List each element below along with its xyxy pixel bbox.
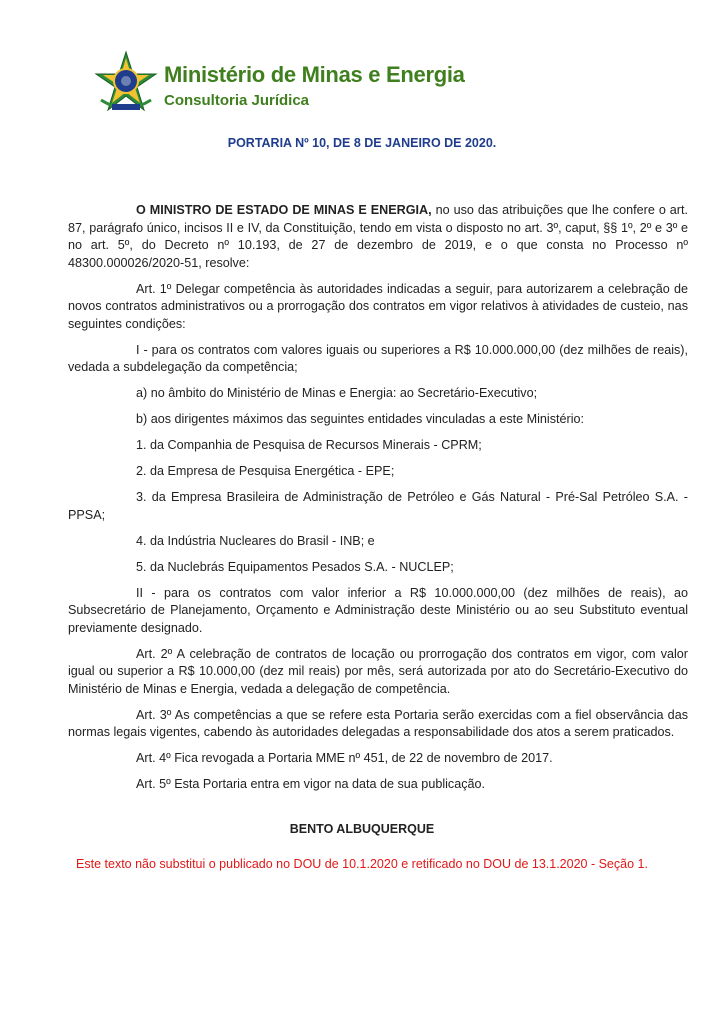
article-2: Art. 2º A celebração de contratos de locação ou prorrogação dos contratos em vigor, com valor igual ou superior a R$ 10.000,00 (dez mil reais) por mês, será autorizada por ato do Secretário-Executivo do Ministério de Minas e Energia, vedada a delegação de competência.	[68, 646, 688, 696]
article-3: Art. 3º As competências a que se refere esta Portaria serão exercidas com a fiel observância das normas legais vigentes, cabendo às autoridades delegadas a responsabilidade dos atos a serem praticados.	[68, 707, 688, 739]
org-name: Ministério de Minas e Energia	[164, 62, 465, 87]
org-subtitle: Consultoria Jurídica	[164, 92, 310, 109]
document-title: PORTARIA Nº 10, DE 8 DE JANEIRO DE 2020.	[227, 136, 497, 150]
article-1: Art. 1º Delegar competência às autoridades indicadas a seguir, para autorizarem a celebração de novos contratos administrativos ou a prorrogação dos contratos em vigor relativos à atividades de custeio, nas seguintes condições:	[68, 281, 688, 331]
inciso-2: II - para os contratos com valor inferior a R$ 10.000.000,00 (dez milhões de reais), ao Subsecretário de Planejamento, Orçamento e Administração deste Ministério ou ao seu Substituto eventual previamente designado.	[68, 585, 688, 635]
preamble-bold: O MINISTRO DE ESTADO DE MINAS E ENERGIA,	[136, 203, 432, 217]
document-header	[93, 50, 653, 130]
document-body	[68, 202, 688, 802]
brazil-coat-of-arms-icon	[93, 50, 159, 116]
signature: BENTO ALBUQUERQUE	[289, 822, 435, 836]
preamble	[68, 202, 688, 272]
preamble-text: no uso das atribuições que lhe confere o art. 87, parágrafo único, incisos II e IV, da Constituição, tendo em vista o disposto no art. 3º, caput, §§ 1º, 2º e 3º e no art. 5º, do Decreto nº 10.193, de 27 de dezembro de 2019, e o que consta no Processo nº 48300.000026/2020-51, resolve:	[68, 203, 688, 270]
article-5: Art. 5º Esta Portaria entra em vigor na data de sua publicação.	[136, 777, 486, 791]
publication-note: Este texto não substitui o publicado no DOU de 10.1.2020 e retificado no DOU de 13.1.2020 - Seção 1.	[76, 857, 648, 871]
item-4: 4. da Indústria Nucleares do Brasil - INB; e	[136, 533, 375, 548]
item-3: 3. da Empresa Brasileira de Administração de Petróleo e Gás Natural - Pré-Sal Petróleo S.A. - PPSA;	[68, 490, 688, 522]
item-1: 1. da Companhia de Pesquisa de Recursos Minerais - CPRM;	[136, 438, 482, 452]
item-5: 5. da Nuclebrás Equipamentos Pesados S.A. - NUCLEP;	[136, 559, 454, 574]
alinea-b: b) aos dirigentes máximos das seguintes entidades vinculadas a este Ministério:	[136, 412, 585, 426]
inciso-1: I - para os contratos com valores iguais ou superiores a R$ 10.000.000,00 (dez milhões de reais), vedada a subdelegação da competência;	[68, 342, 688, 374]
article-4: Art. 4º Fica revogada a Portaria MME nº 451, de 22 de novembro de 2017.	[136, 751, 553, 765]
item-2: 2. da Empresa de Pesquisa Energética - EPE;	[136, 464, 395, 478]
alinea-a: a) no âmbito do Ministério de Minas e Energia: ao Secretário-Executivo;	[136, 386, 538, 400]
